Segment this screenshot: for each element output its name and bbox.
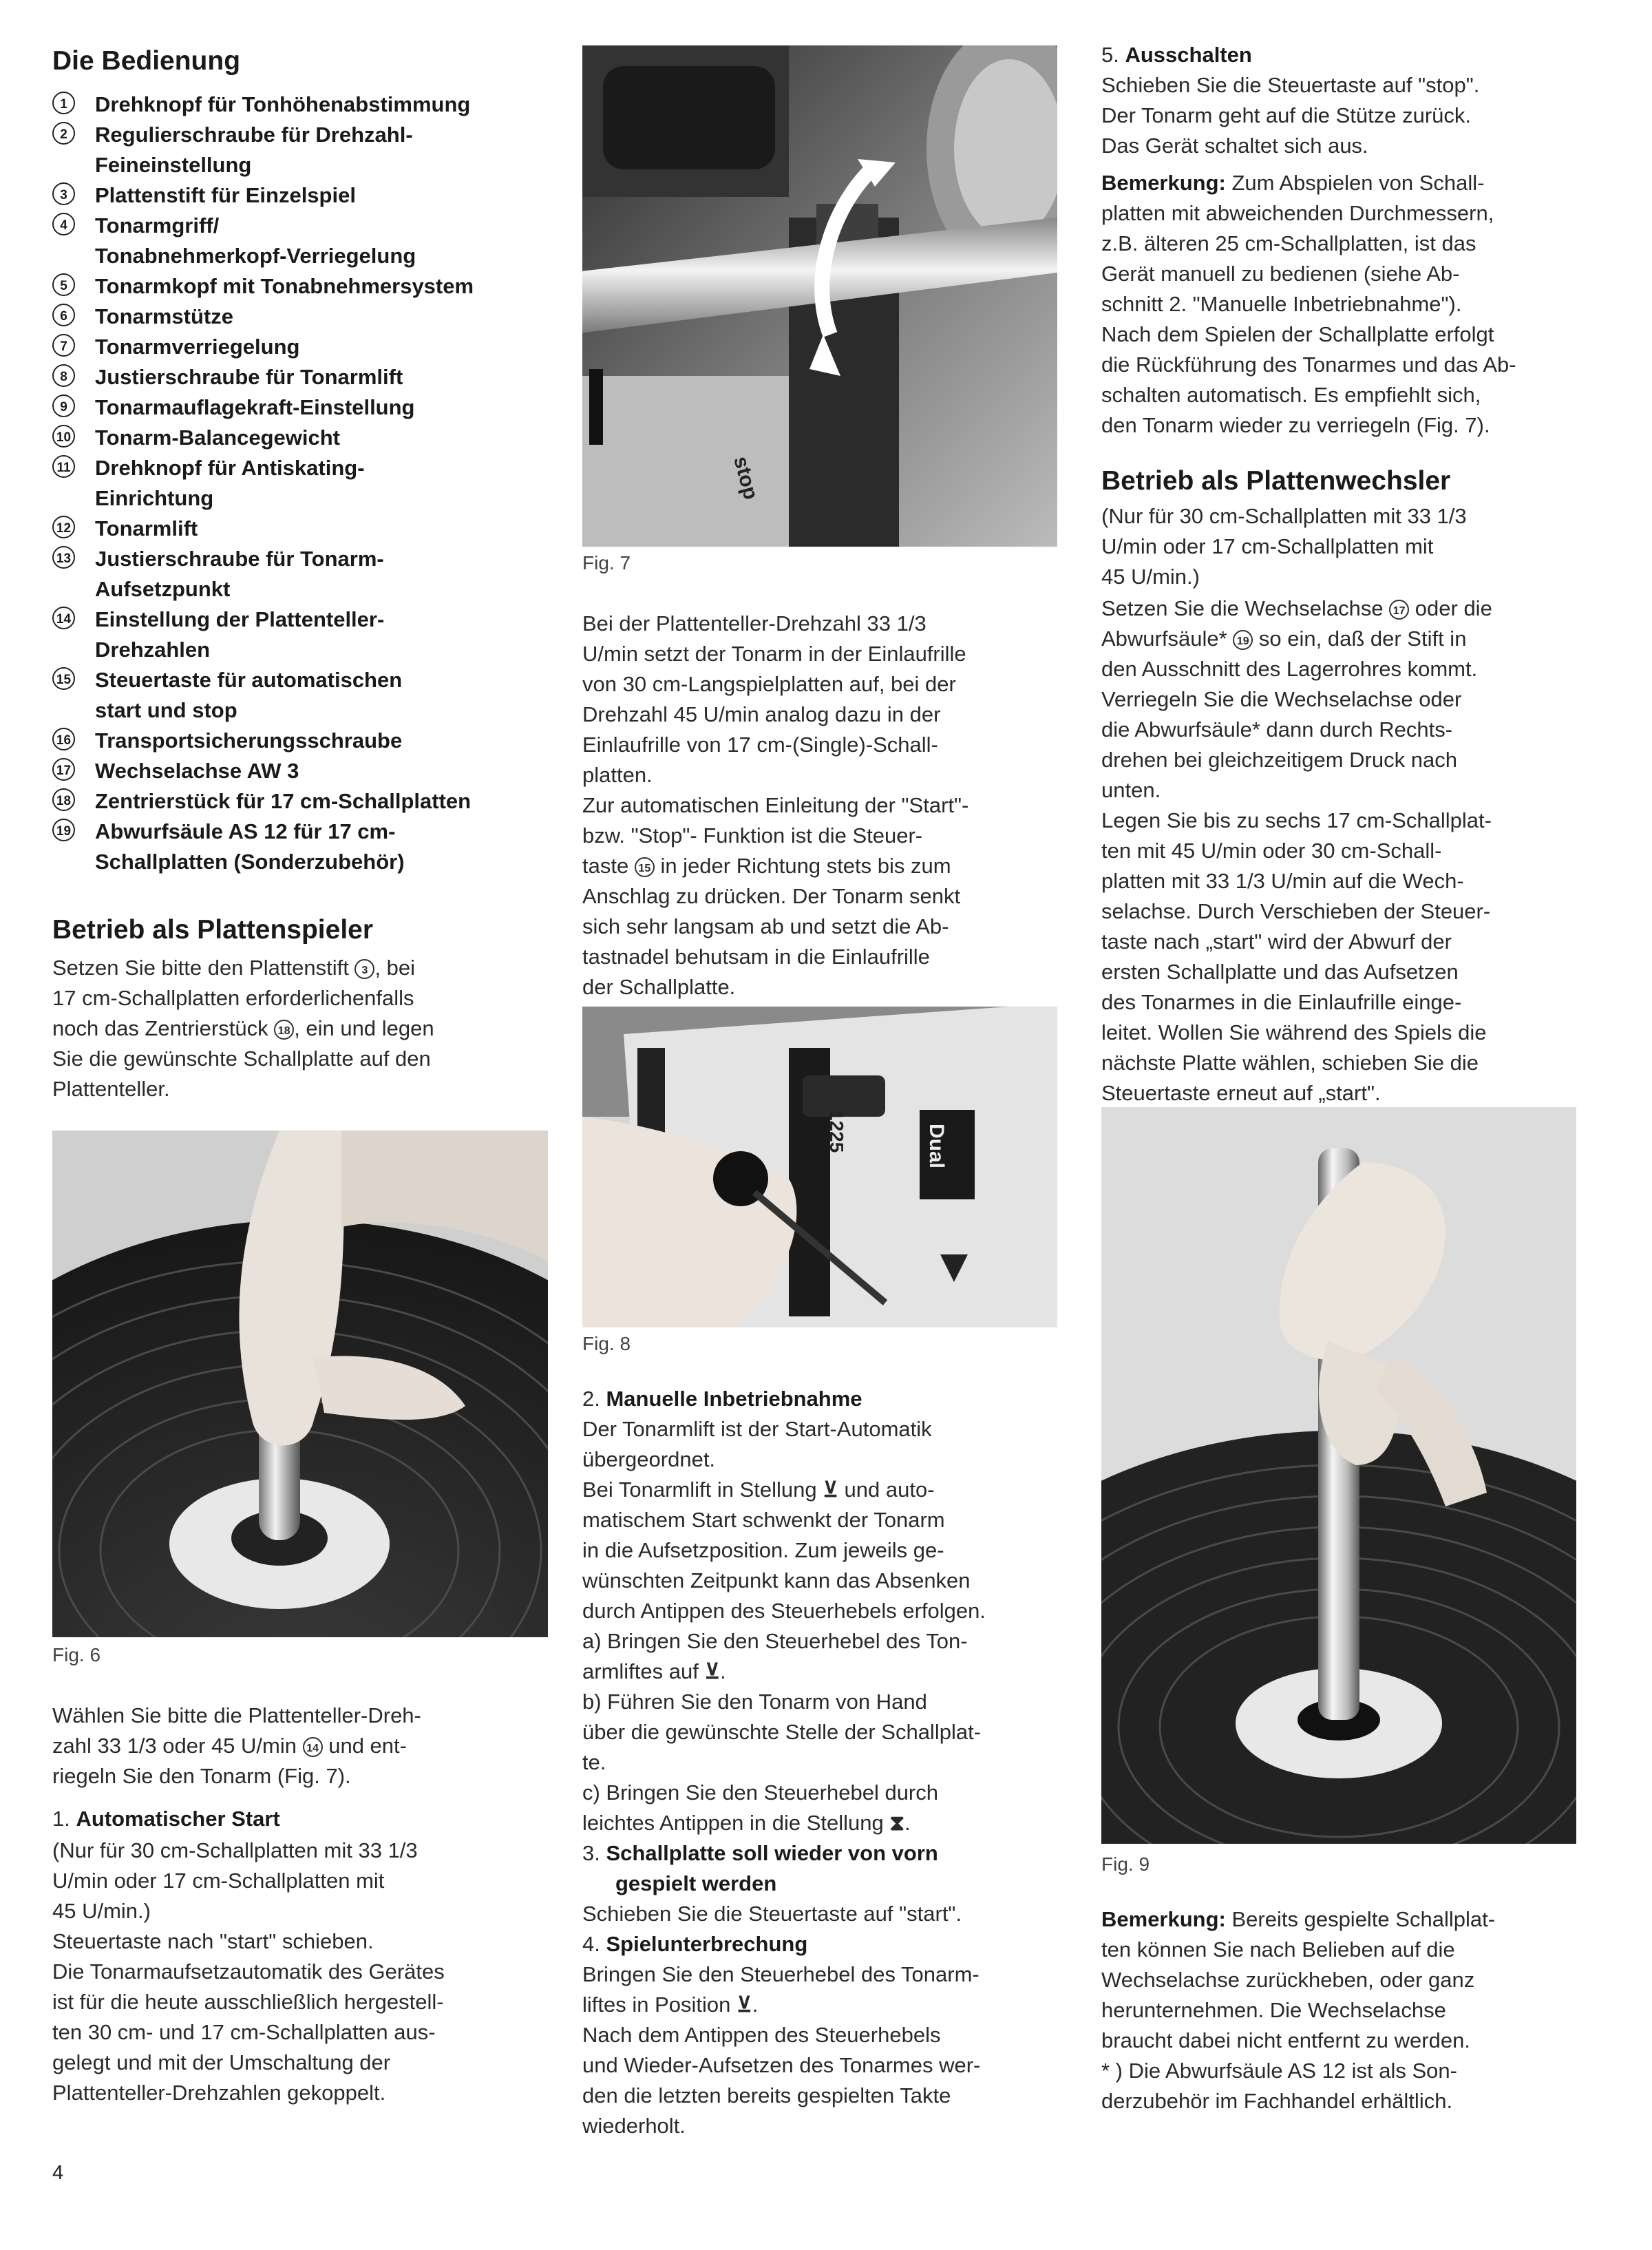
legend-text: Tonarmauflagekraft-Einstellung (95, 395, 415, 419)
text-line: 45 U/min.) (1101, 565, 1200, 589)
text-line (52, 1701, 548, 1731)
line-text: leichtes Antippen in die Stellung (582, 1811, 890, 1835)
legend-text: Drehknopf für Antiskating- (95, 456, 365, 480)
line-text: und Wieder-Aufsetzen des Tonarmes wer- (582, 2053, 981, 2077)
line-text: , ein und legen (294, 1016, 434, 1040)
legend-item (52, 180, 548, 211)
reference-number-icon: 14 (303, 1737, 323, 1757)
line-text: nächste Platte wählen, schieben Sie die (1101, 1051, 1479, 1075)
line-text: Bei Tonarmlift in Stellung (582, 1478, 823, 1502)
figure-6-caption: Fig. 6 (52, 1644, 101, 1665)
legend-text: Aufsetzpunkt (95, 577, 231, 601)
text-line: von 30 cm-Langspielplatten auf, bei der (582, 672, 956, 696)
line-text: so ein, daß der Stift in (1253, 627, 1467, 651)
heading-number: 3. (582, 1841, 606, 1865)
legend-text: Justierschraube für Tonarmlift (95, 365, 403, 389)
text-line (1101, 775, 1576, 806)
line-text: Nach dem Antippen des Steuerhebels (582, 2023, 941, 2047)
text-line: Einlaufrille von 17 cm-(Single)-Schall- (582, 733, 938, 757)
legend-text: Tonarmverriegelung (95, 335, 300, 359)
text-line (582, 2111, 1057, 2141)
text-line: U/min oder 17 cm-Schallplatten mit (1101, 534, 1434, 558)
bemerkung-2-lines (1101, 1935, 1576, 2116)
heading-line-2: gespielt werden (615, 1871, 777, 1895)
text-line: ist für die heute ausschließlich hergestell- (52, 1990, 444, 2014)
heading-text: Manuelle Inbetriebnahme (606, 1387, 862, 1411)
legend-item (52, 302, 548, 332)
text-line: braucht dabei nicht entfernt zu werden. (1101, 2028, 1470, 2052)
legend-text: Wechselachse AW 3 (95, 759, 299, 783)
reference-number-icon: 19 (1233, 630, 1253, 650)
line-text: , bei (374, 956, 416, 980)
spielunterbrechung-text (582, 1959, 1057, 2141)
legend-number-icon: 12 (52, 516, 75, 538)
text-line (582, 1596, 1057, 1626)
text-line: Plattenteller-Drehzahlen gekoppelt. (52, 2081, 386, 2105)
section-title-plattenwechsler: Betrieb als Plattenwechsler (1101, 466, 1451, 496)
legend-item (52, 392, 548, 423)
text-line (582, 1747, 1057, 1778)
text-line (52, 953, 548, 983)
line-text: Verriegeln Sie die Wechselachse oder (1101, 687, 1462, 711)
legend-number-icon: 14 (52, 607, 75, 629)
section-title-bedienung: Die Bedienung (52, 46, 241, 76)
legend-item (52, 241, 548, 271)
line-text: Abwurfsäule* (1101, 627, 1233, 651)
lift-position-icon: ⧗ (889, 1811, 905, 1835)
manuelle-inbetriebnahme-text (582, 1414, 1057, 1838)
legend-item (52, 423, 548, 453)
line-text: taste (582, 854, 635, 878)
legend-text: Steuertaste für automatischen (95, 668, 403, 692)
legend-item (52, 150, 548, 180)
line-text: 17 cm-Schallplatten erforderlichenfalls (52, 986, 414, 1010)
legend-item (52, 786, 548, 817)
ausschalten-text (1101, 70, 1576, 161)
legend-text: Einrichtung (95, 486, 214, 510)
text-line (582, 1990, 1057, 2020)
text-line: schnitt 2. "Manuelle Inbetriebnahme"). (1101, 292, 1462, 316)
legend-text: Tonarmstütze (95, 304, 233, 328)
reference-number-icon: 18 (274, 1020, 294, 1040)
legend-text: Drehknopf für Tonhöhenabstimmung (95, 92, 471, 116)
line-text: te. (582, 1750, 606, 1774)
text-line (52, 983, 548, 1013)
line-text: platten mit 33 1/3 U/min auf die Wech- (1101, 869, 1464, 893)
line-text: a) Bringen Sie den Steuerhebel des Ton- (582, 1629, 968, 1653)
legend-item (52, 514, 548, 544)
line-text: wiederholt. (582, 2114, 686, 2138)
line-text: b) Führen Sie den Tonarm von Hand (582, 1690, 927, 1714)
heading-number: 2. (582, 1387, 606, 1411)
text-line (582, 1808, 1057, 1838)
line-text: Steuertaste erneut auf „start". (1101, 1081, 1381, 1105)
text-line (582, 1687, 1057, 1717)
legend-number-icon: 1 (52, 92, 75, 114)
heading-line-1 (582, 1838, 1057, 1869)
text-line (582, 821, 1057, 851)
legend-text: Zentrierstück für 17 cm-Schallplatten (95, 789, 472, 813)
text-line: (Nur für 30 cm-Schallplatten mit 33 1/3 (52, 1838, 418, 1862)
section-title-plattenspieler: Betrieb als Plattenspieler (52, 915, 374, 945)
line-text: Legen Sie bis zu sechs 17 cm-Schallplat- (1101, 808, 1492, 832)
legend-text: Tonabnehmerkopf-Verriegelung (95, 244, 416, 268)
text-line (52, 1074, 548, 1104)
legend-item (52, 726, 548, 756)
text-line (582, 1414, 1057, 1444)
text-line (1101, 1048, 1576, 1078)
legend-text: Einstellung der Plattenteller- (95, 607, 385, 631)
lift-position-icon: ⊻ (704, 1659, 721, 1683)
figure-8-model: 1225 (826, 1110, 847, 1153)
heading-text: Schallplatte soll wieder von vorn (606, 1841, 938, 1865)
control-legend (52, 90, 548, 877)
text-line (1101, 715, 1576, 745)
legend-item (52, 756, 548, 786)
legend-text: Regulierschraube für Drehzahl- (95, 123, 413, 147)
heading-text: Spielunterbrechung (606, 1932, 808, 1956)
text-line (1101, 866, 1576, 896)
legend-item (52, 695, 548, 726)
legend-text: Tonarm-Balancegewicht (95, 425, 341, 450)
legend-item (52, 362, 548, 392)
line-text: noch das Zentrierstück (52, 1016, 275, 1040)
legend-number-icon: 10 (52, 425, 75, 448)
line-text: in jeder Richtung stets bis zum (654, 854, 951, 878)
legend-number-icon: 19 (52, 819, 75, 841)
legend-item (52, 635, 548, 665)
text-line: Gerät manuell zu bedienen (siehe Ab- (1101, 262, 1460, 286)
legend-item (52, 817, 548, 847)
legend-text: start und stop (95, 698, 237, 722)
text-line: Nach dem Spielen der Schallplatte erfolgt (1101, 322, 1494, 346)
text-line (1101, 654, 1576, 684)
text-line (582, 1626, 1057, 1657)
line-text: Sie die gewünschte Schallplatte auf den (52, 1047, 431, 1071)
legend-number-icon: 15 (52, 667, 75, 690)
text-line: ten können Sie nach Belieben auf die (1101, 1937, 1455, 1962)
line-text: Der Tonarmlift ist der Start-Automatik (582, 1417, 932, 1441)
line-text: bzw. "Stop"- Funktion ist die Steuer- (582, 823, 923, 848)
text-line: Steuertaste nach "start" schieben. (52, 1929, 374, 1953)
legend-number-icon: 16 (52, 728, 75, 750)
legend-text: Drehzahlen (95, 638, 211, 662)
text-line: 45 U/min.) (52, 1899, 151, 1923)
heading-automatischer-start (52, 1804, 280, 1834)
text-line (582, 2050, 1057, 2081)
text-line (52, 1044, 548, 1074)
text-line: platten mit abweichenden Durchmessern, (1101, 201, 1494, 225)
page-number: 4 (52, 2162, 64, 2184)
lift-position-icon: ⊻ (737, 1993, 752, 2017)
automatischer-start-text (52, 1836, 548, 2108)
text-line (1101, 927, 1576, 957)
text-line (1101, 957, 1576, 987)
legend-item (52, 332, 548, 362)
line-text: Plattenteller. (52, 1077, 170, 1101)
reference-number-icon: 15 (635, 857, 655, 877)
heading-number: 1. (52, 1807, 76, 1831)
legend-number-icon: 8 (52, 364, 75, 387)
legend-text: Schallplatten (Sonderzubehör) (95, 850, 405, 874)
bemerkung-2-first-line (1101, 1904, 1576, 1935)
text-line (582, 881, 1057, 912)
line-text: Bringen Sie den Steuerhebel des Tonarm- (582, 1962, 979, 1986)
line-text: ten mit 45 U/min oder 30 cm-Schall- (1101, 839, 1442, 863)
legend-item (52, 120, 548, 150)
legend-number-icon: 2 (52, 122, 75, 145)
text-line: Schieben Sie die Steuertaste auf "stop". (1101, 73, 1480, 97)
line-text: und auto- (838, 1478, 935, 1502)
legend-text: Transportsicherungsschraube (95, 728, 403, 753)
legend-item (52, 90, 548, 120)
line-text: der Schallplatte. (582, 975, 736, 999)
legend-text: Tonarmgriff/ (95, 213, 220, 238)
text-line (582, 851, 1057, 881)
legend-number-icon: 17 (52, 758, 75, 781)
line-text: übergeordnet. (582, 1447, 716, 1471)
line-text: Zur automatischen Einleitung der "Start"- (582, 793, 969, 817)
line-text: Setzen Sie die Wechselachse (1101, 596, 1390, 620)
line-text: den die letzten bereits gespielten Takte (582, 2083, 951, 2107)
text-line (582, 790, 1057, 821)
legend-number-icon: 9 (52, 395, 75, 417)
figure-9-photo (1101, 1107, 1576, 1844)
legend-text: Tonarmkopf mit Tonabnehmersystem (95, 274, 474, 298)
heading-text: Automatischer Start (76, 1807, 280, 1831)
figure-7-photo (582, 45, 1057, 547)
line-text: liftes in Position (582, 1993, 737, 2017)
line-text: taste nach „start" wird der Abwurf der (1101, 929, 1452, 954)
text-line (1101, 987, 1576, 1018)
line-text: . (752, 1993, 759, 2017)
figure-8-caption: Fig. 8 (582, 1333, 631, 1354)
line-text: ersten Schallplatte und das Aufsetzen (1101, 960, 1459, 984)
legend-text: Justierschraube für Tonarm- (95, 547, 384, 571)
legend-number-icon: 5 (52, 273, 75, 296)
text-line: die Rückführung des Tonarmes und das Ab- (1101, 353, 1516, 377)
line-text: durch Antippen des Steuerhebels erfolgen. (582, 1599, 986, 1623)
legend-text: Abwurfsäule AS 12 für 17 cm- (95, 819, 396, 843)
wieder-von-vorn-text: Schieben Sie die Steuertaste auf "start". (582, 1902, 962, 1926)
legend-item (52, 604, 548, 635)
text-line: z.B. älteren 25 cm-Schallplatten, ist das (1101, 231, 1476, 255)
legend-item (52, 453, 548, 483)
figure-7-stop-label: stop (729, 454, 763, 502)
text-line (1101, 745, 1576, 775)
legend-text: Feineinstellung (95, 153, 252, 177)
legend-item (52, 544, 548, 574)
heading-ausschalten (1101, 40, 1252, 70)
heading-spielunterbrechung (582, 1929, 807, 1959)
drehzahl-einlaufrille-text (582, 609, 1057, 790)
text-line (582, 2020, 1057, 2050)
legend-number-icon: 3 (52, 182, 75, 205)
legend-item (52, 574, 548, 604)
legend-text: Tonarmlift (95, 516, 198, 540)
line-text: Setzen Sie bitte den Plattenstift (52, 956, 355, 980)
bemerkung-text: Bereits gespielte Schallplat- (1225, 1907, 1496, 1931)
line-text: oder die (1409, 596, 1492, 620)
line-text: den Ausschnitt des Lagerrohres kommt. (1101, 657, 1478, 681)
heading-wieder-von-vorn (582, 1838, 1057, 1899)
reference-number-icon: 3 (354, 959, 374, 979)
line-text: unten. (1101, 778, 1161, 802)
line-text: Anschlag zu drücken. Der Tonarm senkt (582, 884, 961, 908)
figure-8-photo (582, 1007, 1057, 1327)
heading-manuelle-inbetriebnahme (582, 1384, 862, 1414)
text-line: U/min oder 17 cm-Schallplatten mit (52, 1869, 385, 1893)
text-line: Die Tonarmaufsetzautomatik des Gerätes (52, 1959, 445, 1984)
text-line: Der Tonarm geht auf die Stütze zurück. (1101, 103, 1472, 127)
bemerkung-label: Bemerkung: (1101, 1907, 1226, 1931)
text-line: schalten automatisch. Es empfiehlt sich, (1101, 383, 1481, 407)
line-text: zahl 33 1/3 oder 45 U/min (52, 1734, 303, 1758)
figure-7-caption: Fig. 7 (582, 552, 631, 574)
text-line (582, 1444, 1057, 1475)
legend-number-icon: 13 (52, 546, 75, 569)
figure-8-brand: Dual (925, 1124, 948, 1169)
text-line (582, 1959, 1057, 1990)
bemerkung-2 (1101, 1904, 1576, 2116)
line-text: des Tonarmes in die Einlaufrille einge- (1101, 990, 1462, 1014)
line-text: Wählen Sie bitte die Plattenteller-Dreh- (52, 1703, 421, 1727)
drehzahl-text (52, 1701, 548, 1791)
text-line: * ) Die Abwurfsäule AS 12 ist als Son- (1101, 2059, 1457, 2083)
line-text: drehen bei gleichzeitigem Druck nach (1101, 748, 1457, 772)
heading-number: 5. (1101, 43, 1125, 67)
text-line (582, 1657, 1057, 1687)
text-line: herunternehmen. Die Wechselachse (1101, 1998, 1446, 2022)
bemerkung-1 (1101, 168, 1576, 441)
text-line: Das Gerät schaltet sich aus. (1101, 134, 1368, 158)
text-line: (Nur für 30 cm-Schallplatten mit 33 1/3 (1101, 504, 1467, 528)
line-text: und ent- (322, 1734, 407, 1758)
text-line (1101, 593, 1576, 624)
text-line (582, 1535, 1057, 1566)
bemerkung-1-first-line (1101, 168, 1576, 198)
text-line (582, 1566, 1057, 1596)
legend-item (52, 483, 548, 514)
heading-number: 4. (582, 1932, 606, 1956)
figure-9-caption: Fig. 9 (1101, 1853, 1150, 1875)
legend-number-icon: 6 (52, 304, 75, 326)
text-line: ten 30 cm- und 17 cm-Schallplatten aus- (52, 2020, 436, 2044)
plattenwechsler-text (1101, 593, 1576, 1108)
legend-item (52, 211, 548, 241)
line-text: riegeln Sie den Tonarm (Fig. 7). (52, 1764, 351, 1788)
text-line (1101, 624, 1576, 654)
line-text: die Abwurfsäule* dann durch Rechts- (1101, 717, 1453, 742)
text-line (582, 972, 1057, 1002)
line-text: matischem Start schwenkt der Tonarm (582, 1508, 945, 1532)
lift-position-icon: ⊻ (823, 1478, 838, 1502)
text-line (1101, 806, 1576, 836)
reference-number-icon: 17 (1389, 600, 1409, 620)
text-line (1101, 836, 1576, 866)
legend-number-icon: 11 (52, 455, 75, 478)
legend-number-icon: 18 (52, 788, 75, 811)
text-line: Bei der Plattenteller-Drehzahl 33 1/3 (582, 611, 926, 635)
text-line (1101, 896, 1576, 927)
text-line (582, 1717, 1057, 1747)
plattenwechsler-intro (1101, 501, 1576, 592)
line-text: wünschten Zeitpunkt kann das Absenken (582, 1568, 971, 1592)
text-line (582, 2081, 1057, 2111)
text-line (582, 942, 1057, 972)
text-line (52, 1013, 548, 1044)
legend-item (52, 847, 548, 877)
text-line: U/min setzt der Tonarm in der Einlaufrille (582, 642, 966, 666)
plattenspieler-text (52, 953, 548, 1104)
line-text: in die Aufsetzposition. Zum jeweils ge- (582, 1538, 944, 1562)
text-line: Wechselachse zurückheben, oder ganz (1101, 1968, 1475, 1992)
text-line (52, 1761, 548, 1791)
line-text: c) Bringen Sie den Steuerhebel durch (582, 1780, 938, 1805)
text-line (582, 1475, 1057, 1505)
start-stop-text (582, 790, 1057, 1002)
line-text: . (904, 1811, 911, 1835)
heading-text: Ausschalten (1125, 43, 1252, 67)
text-line: gelegt und mit der Umschaltung der (52, 2050, 391, 2074)
legend-item (52, 271, 548, 302)
line-text: armliftes auf (582, 1659, 705, 1683)
text-line (52, 1731, 548, 1761)
legend-text: Plattenstift für Einzelspiel (95, 183, 356, 207)
figure-6-photo (52, 1131, 548, 1637)
legend-number-icon: 7 (52, 334, 75, 357)
legend-item (52, 665, 548, 695)
text-line (582, 912, 1057, 942)
bemerkung-text: Zum Abspielen von Schall- (1225, 171, 1485, 195)
text-line (1101, 684, 1576, 715)
text-line: Drehzahl 45 U/min analog dazu in der (582, 702, 941, 726)
line-text: tastnadel behutsam in die Einlaufrille (582, 945, 930, 969)
line-text: selachse. Durch Verschieben der Steuer- (1101, 899, 1491, 923)
bemerkung-1-lines (1101, 198, 1576, 441)
text-line (582, 1778, 1057, 1808)
line-text: über die gewünschte Stelle der Schallplat- (582, 1720, 982, 1744)
line-text: . (720, 1659, 726, 1683)
text-line (582, 1505, 1057, 1535)
text-line (1101, 1078, 1576, 1108)
line-text: leitet. Wollen Sie während des Spiels die (1101, 1020, 1487, 1044)
text-line: den Tonarm wieder zu verriegeln (Fig. 7). (1101, 413, 1490, 437)
text-line: derzubehör im Fachhandel erhältlich. (1101, 2089, 1453, 2113)
bemerkung-label: Bemerkung: (1101, 171, 1226, 195)
text-line: platten. (582, 763, 653, 787)
legend-number-icon: 4 (52, 213, 75, 235)
line-text: sich sehr langsam ab und setzt die Ab- (582, 914, 949, 938)
text-line (1101, 1018, 1576, 1048)
